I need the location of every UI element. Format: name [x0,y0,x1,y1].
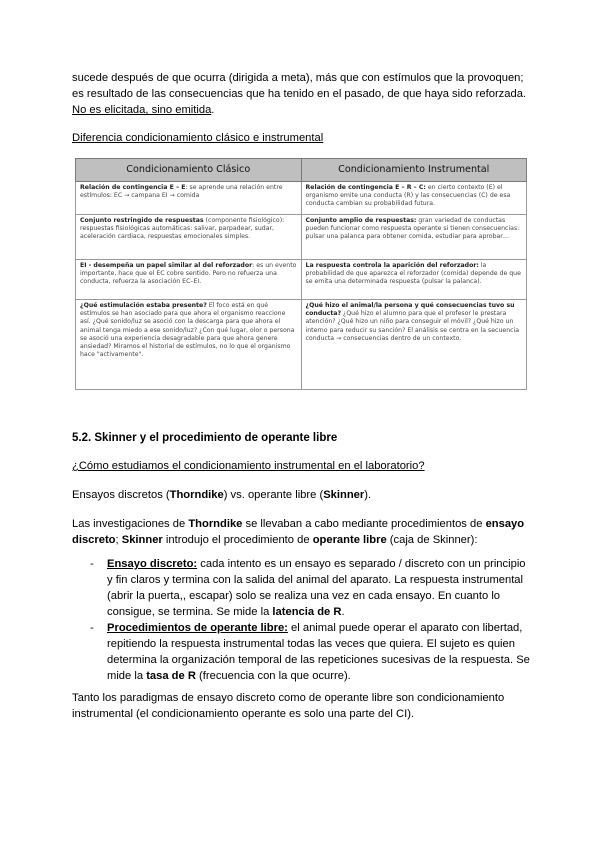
table-cell: EI - desempeña un papel similar al del reforzador: es un evento importante, hace que el EC cobre sentido. Pero no refuerza una conducta, refuerza la asociación EC–EI. [76,260,302,300]
table-row [76,182,527,215]
procedures-list [90,556,530,684]
table-header-row [76,159,527,182]
list-item: - Procedimientos de operante libre: el animal puede operar el aparato con libertad, repitiendo la respuesta instrumental todas las veces que quiera. El sujeto es quien determina la organización temporal de las repeticiones sucesivas de la respuesta. Se mide la tasa de R (frecuencia con la que ocurre). [90,622,530,682]
header-instrumental: Condicionamiento Instrumental [301,159,527,182]
table-cell: Conjunto restringido de respuestas (componente fisiológico): respuestas fisiológicas automáticas: salivar, parpadear, sudar, aceleración cardiaca, respuestas emocionales simples. [76,214,302,259]
intro-paragraph: sucede después de que ocurra (dirigida a meta), más que con estímulos que la provoquen; es resultado de las consecuencias que ha tenido en el pasado, de que haya sido reforzada. No es elicitada, sino emitida. [72,72,527,116]
header-classical: Condicionamiento Clásico [76,159,302,182]
table-row [76,260,527,300]
list-item: - Ensayo discreto: cada intento es un ensayo es separado / discreto con un principio y fin claros y termina con la salida del animal del aparato. La respuesta instrumental (abrir la puerta,, escapar) solo se realiza una vez en cada ensayo. En cuanto lo consigue, se termina. Se mide la latencia de R. [90,558,526,618]
paragraph-procedures: Las investigaciones de Thorndike se llevaban a cabo mediante procedimientos de ensayo discreto; Skinner introdujo el procedimiento de operante libre (caja de Skinner): [72,518,525,546]
diff-title: Diferencia condicionamiento clásico e instrumental [72,132,324,144]
section-question: ¿Cómo estudiamos el condicionamiento instrumental en el laboratorio? [72,460,425,472]
table-cell: ¿Qué hizo el animal/la persona y qué consecuencias tuvo su conducta? ¿Qué hizo el alumno para que el profesor le prestara atención? ¿Qué hizo un niño para conseguir el móvil? ¿Qué hizo un interno para reducir su sanción? El análisis se centra en la secuencia conducta → consecuencias dentro de un contexto. [301,300,527,390]
table-cell: Conjunto amplio de respuestas: gran variedad de conductas pueden funcionar como respuesta operante si tienen consecuencias: pulsar una palanca para obtener comida, estudiar para aprobar… [301,214,527,259]
table-cell: La respuesta controla la aparición del reforzador: la probabilidad de que aparezca el reforzador (comida) depende de que se emita una determinada respuesta (pulsar la palanca). [301,260,527,300]
table-cell: Relación de contingencia E – R – C: en cierto contexto (E) el organismo emite una conducta (R) y las consecuencias (C) de esa conducta cambian su probabilidad futura. [301,182,527,215]
table-row [76,300,527,390]
paragraph-trials-vs-free-operant: Ensayos discretos (Thorndike) vs. operante libre (Skinner). [72,489,372,501]
intro-underlined-line: No es elicitada, sino emitida [72,104,212,116]
closing-paragraph: Tanto los paradigmas de ensayo discreto como de operante libre son condicionamiento instrumental (el condicionamiento operante es solo una parte del CI). [72,692,505,720]
table-cell: Relación de contingencia E – E: se aprende una relación entre estímulos: EC → campana EI → comida [76,182,302,215]
table-row [76,214,527,259]
comparison-table [75,158,527,390]
table-cell: ¿Qué estimulación estaba presente? El foco está en qué estímulos se han asociado para que ahora el organismo reaccione así. ¿Qué sonido/luz se asoció con la descarga para que ahora el animal tenga miedo a ese sonido/luz? ¿Con qué lugar, olor o persona se asoció una experiencia desagradable para que ahora genere ansiedad? Miramos el historial de estímulos, no lo que el organismo hace "activamente". [76,300,302,390]
section-title: 5.2. Skinner y el procedimiento de operante libre [72,432,338,444]
